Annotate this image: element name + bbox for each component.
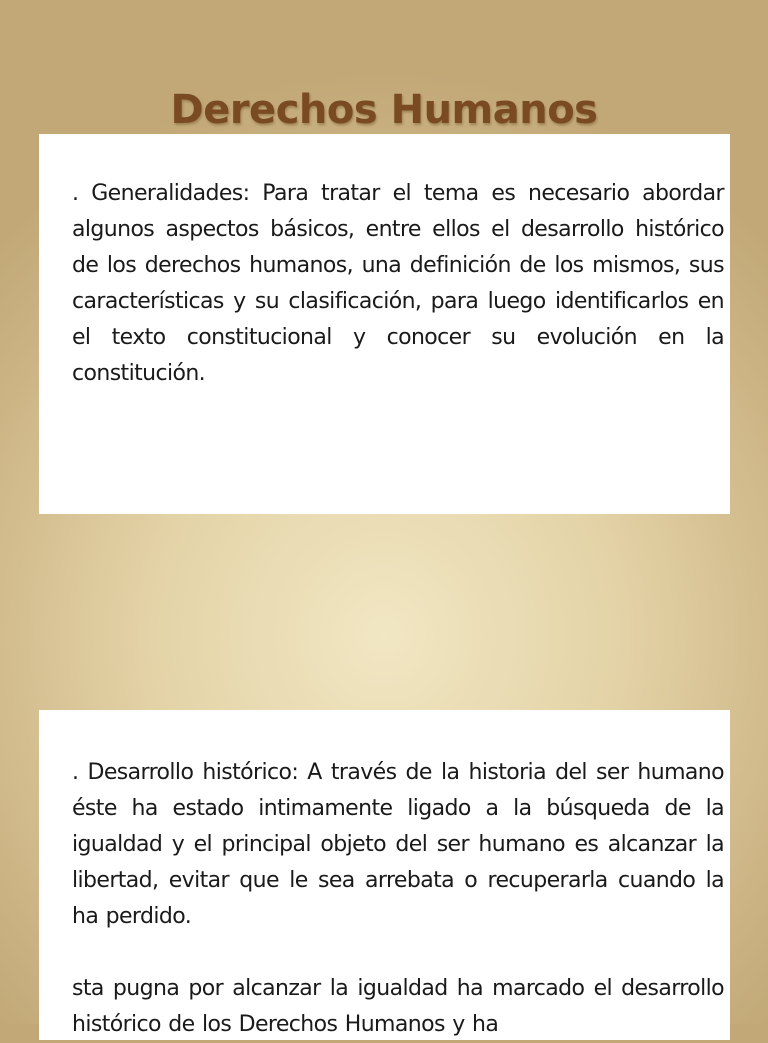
text-panel-generalidades (39, 134, 730, 514)
paragraph-desarrollo-historico: . Desarrollo histórico: A través de la historia del ser humano éste ha estado intimamente ligado a la búsqueda de la igualdad y el principal objeto del ser humano es alcanzar la libertad, evitar que le sea arrebata o recuperarla cuando la ha perdido. (72, 760, 724, 929)
paragraph-generalidades: . Generalidades: Para tratar el tema es necesario abordar algunos aspectos básicos, entre ellos el desarrollo histórico de los derechos humanos, una definición de los mismos, sus características y su clasificación, para luego identificarlos en el texto constitucional y conocer su evolución en la constitución. (72, 181, 724, 386)
text-panel-desarrollo-historico (39, 710, 730, 1040)
paragraph-pugna-igualdad: sta pugna por alcanzar la igualdad ha marcado el desarrollo histórico de los Derechos Humanos y ha (72, 976, 724, 1037)
slide-title: Derechos Humanos (170, 86, 598, 133)
